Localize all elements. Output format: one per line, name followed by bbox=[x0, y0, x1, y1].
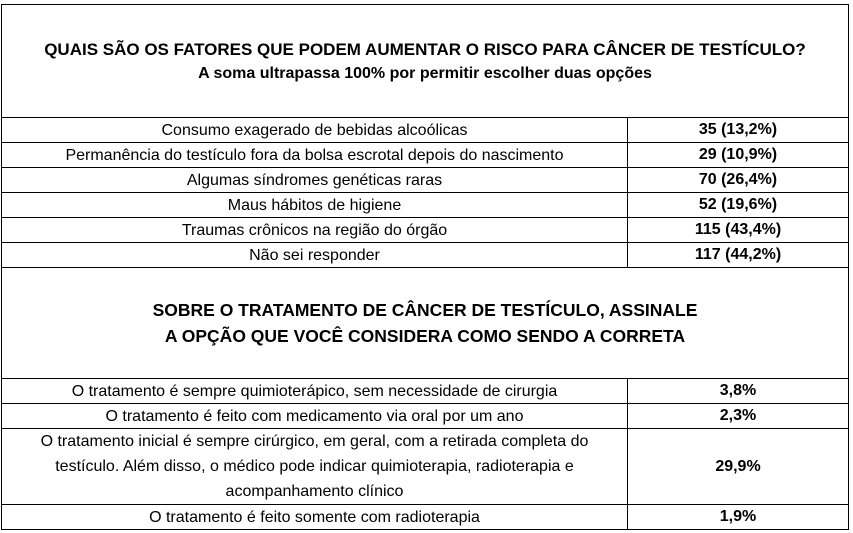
section2-title-line1: SOBRE O TRATAMENTO DE CÂNCER DE TESTÍCULO, ASSINALE bbox=[152, 300, 698, 320]
survey-table bbox=[1, 4, 849, 530]
row-label: O tratamento é feito com medicamento via oral por um ano bbox=[2, 404, 628, 428]
row-label: Permanência do testículo fora da bolsa escrotal depois do nascimento bbox=[2, 143, 628, 167]
row-value: 3,8% bbox=[719, 382, 757, 399]
table-row bbox=[2, 167, 848, 192]
table-row bbox=[2, 217, 848, 242]
row-label: O tratamento é sempre quimioterápico, sem necessidade de cirurgia bbox=[2, 379, 628, 403]
table-row bbox=[2, 403, 848, 428]
table-row bbox=[2, 504, 848, 529]
row-label: Algumas síndromes genéticas raras bbox=[2, 168, 628, 192]
row-value: 1,9% bbox=[719, 508, 757, 525]
table-row bbox=[2, 117, 848, 142]
section2-title-line2: A OPÇÃO QUE VOCÊ CONSIDERA COMO SENDO A CORRETA bbox=[164, 326, 686, 346]
row-label: Não sei responder bbox=[2, 243, 628, 267]
row-label: O tratamento é feito somente com radioterapia bbox=[2, 505, 628, 529]
row-value: 29 (10,9%) bbox=[698, 146, 778, 163]
table-row bbox=[2, 192, 848, 217]
section1-title: QUAIS SÃO OS FATORES QUE PODEM AUMENTAR O RISCO PARA CÂNCER DE TESTÍCULO? bbox=[44, 39, 806, 59]
row-value: 2,3% bbox=[719, 407, 757, 424]
row-value: 52 (19,6%) bbox=[698, 196, 778, 213]
table-row bbox=[2, 378, 848, 403]
section1-header bbox=[2, 5, 848, 117]
row-value: 117 (44,2%) bbox=[694, 246, 782, 263]
table-row bbox=[2, 242, 848, 267]
row-value: 29,9% bbox=[715, 457, 761, 475]
row-label: Consumo exagerado de bebidas alcoólicas bbox=[2, 118, 628, 142]
row-value: 70 (26,4%) bbox=[698, 171, 778, 188]
row-label: O tratamento inicial é sempre cirúrgico, em geral, com a retirada completa do testículo. Além disso, o médico pode indicar quimioterapia, radioterapia e acompanhamento clínico bbox=[2, 429, 628, 504]
table-row bbox=[2, 142, 848, 167]
row-value: 115 (43,4%) bbox=[694, 221, 782, 238]
section2-header bbox=[2, 268, 848, 378]
row-label: Maus hábitos de higiene bbox=[2, 193, 628, 217]
row-label: Traumas crônicos na região do órgão bbox=[2, 218, 628, 242]
section1-subtitle: A soma ultrapassa 100% por permitir escolher duas opções bbox=[198, 64, 652, 82]
table-row bbox=[2, 428, 848, 504]
row-value: 35 (13,2%) bbox=[698, 121, 778, 138]
